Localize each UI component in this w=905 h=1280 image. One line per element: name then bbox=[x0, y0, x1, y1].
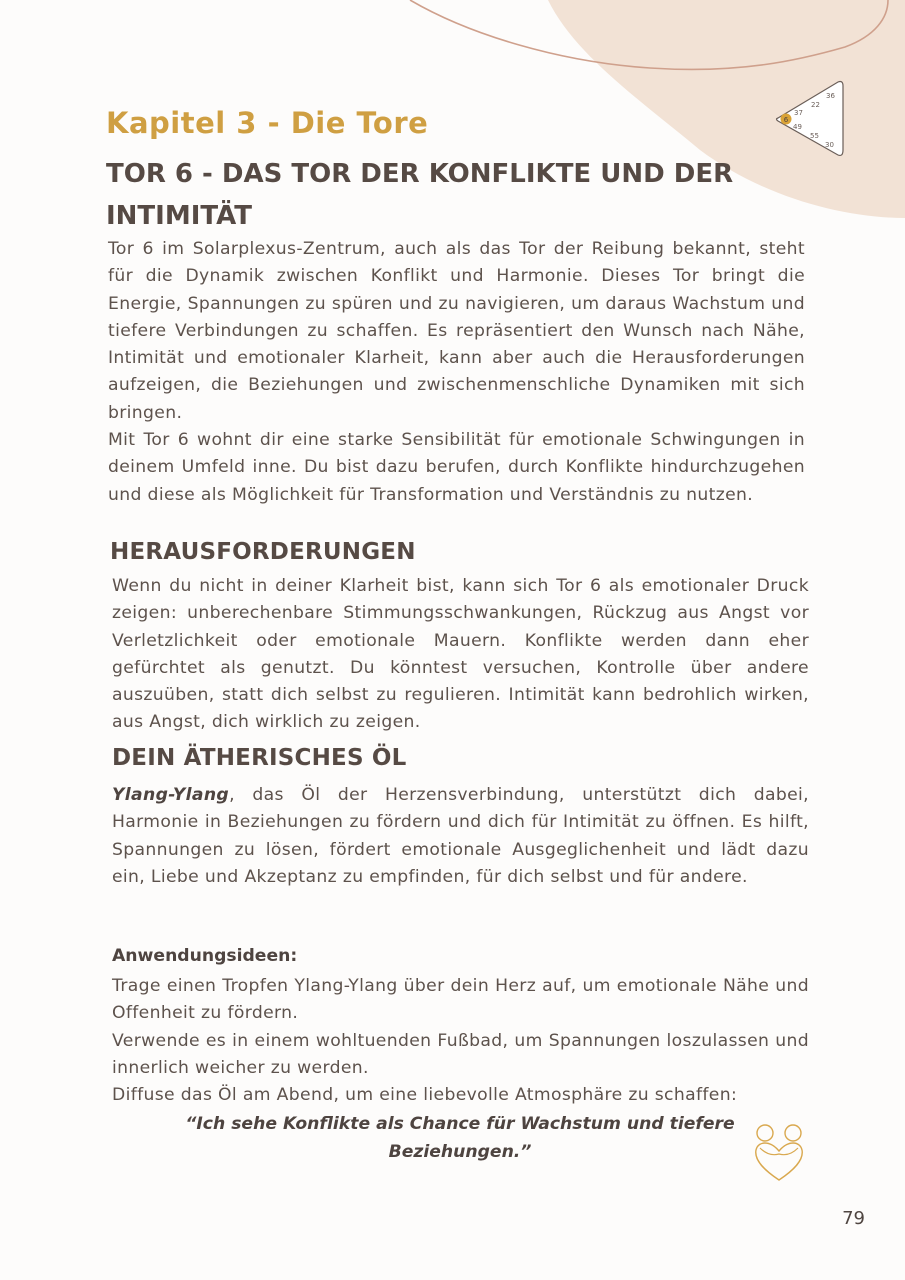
oil-section bbox=[112, 782, 809, 891]
page-number: 79 bbox=[842, 1208, 865, 1229]
chapter-title: Kapitel 3 - Die Tore bbox=[106, 106, 429, 140]
gate-number: 49 bbox=[793, 123, 802, 131]
intro-section bbox=[108, 236, 805, 509]
intro-paragraph-1: Tor 6 im Solarplexus-Zentrum, auch als das Tor der Reibung bekannt, steht für die Dynamik zwischen Konflikt und Harmonie. Dieses Tor bringt die Energie, Spannungen zu spüren und zu navigieren, um daraus Wachstum und tiefere Verbindungen zu schaffen. Es repräsentiert den Wunsch nach Nähe, Intimität und emotionaler Klarheit, kann aber auch die Herausforderungen aufzeigen, die Beziehungen und zwischenmenschliche Dynamiken mit sich bringen. bbox=[108, 239, 805, 423]
gate-number: 22 bbox=[811, 101, 820, 109]
embrace-heart-icon bbox=[750, 1120, 808, 1184]
oil-description: , das Öl der Herzensverbindung, unterstützt dich dabei, Harmonie in Beziehungen zu fördern und dich für Intimität zu öffnen. Es hilft, Spannungen zu lösen, fördert emotionale Ausgeglichenheit und lädt dazu ein, Liebe und Akzeptanz zu empfinden, für dich selbst und für andere. bbox=[112, 785, 809, 887]
challenges-text: Wenn du nicht in deiner Klarheit bist, kann sich Tor 6 als emotionaler Druck zeigen: unberechenbare Stimmungsschwankungen, Rückzug aus Angst vor Verletzlichkeit oder emotionale Mauern. Konflikte werden dann eher gefürchtet als genutzt. Du könntest versuchen, Kontrolle über andere auszuüben, statt dich selbst zu regulieren. Intimität kann bedrohlich wirken, aus Angst, dich wirklich zu zeigen. bbox=[112, 576, 809, 733]
oil-text-paragraph bbox=[112, 782, 809, 891]
idea-item: Verwende es in einem wohltuenden Fußbad, um Spannungen loszulassen und innerlich weicher zu werden. bbox=[112, 1030, 809, 1078]
intro-paragraph-2: Mit Tor 6 wohnt dir eine starke Sensibilität für emotionale Schwingungen in deinem Umfeld inne. Du bist dazu berufen, durch Konflikte hindurchzugehen und diese als Möglichkeit für Transformation und Verständnis zu nutzen. bbox=[108, 430, 805, 505]
gate-number: 30 bbox=[825, 141, 834, 149]
idea-item: Diffuse das Öl am Abend, um eine liebevolle Atmosphäre zu schaffen: bbox=[112, 1085, 738, 1106]
gate-number: 6 bbox=[783, 116, 789, 124]
oil-heading: DEIN ÄTHERISCHES ÖL bbox=[112, 745, 407, 771]
ideas-list bbox=[112, 973, 809, 1109]
challenges-section bbox=[112, 573, 809, 737]
ideas-heading: Anwendungsideen: bbox=[112, 946, 298, 966]
challenges-heading: HERAUSFORDERUNGEN bbox=[110, 539, 416, 565]
gate-number: 55 bbox=[810, 132, 819, 140]
affirmation-quote: “Ich sehe Konflikte als Chance für Wachstum und tiefere Beziehungen.” bbox=[185, 1114, 735, 1162]
gate-number: 37 bbox=[794, 109, 803, 117]
oil-name: Ylang-Ylang bbox=[112, 785, 230, 805]
gate-triangle-diagram bbox=[772, 78, 848, 160]
idea-item: Trage einen Tropfen Ylang-Ylang über dein Herz auf, um emotionale Nähe und Offenheit zu fördern. bbox=[112, 976, 809, 1024]
gate-title: TOR 6 - DAS TOR DER KONFLIKTE UND DER INTIMITÄT bbox=[106, 159, 734, 231]
gate-number: 36 bbox=[826, 92, 835, 100]
